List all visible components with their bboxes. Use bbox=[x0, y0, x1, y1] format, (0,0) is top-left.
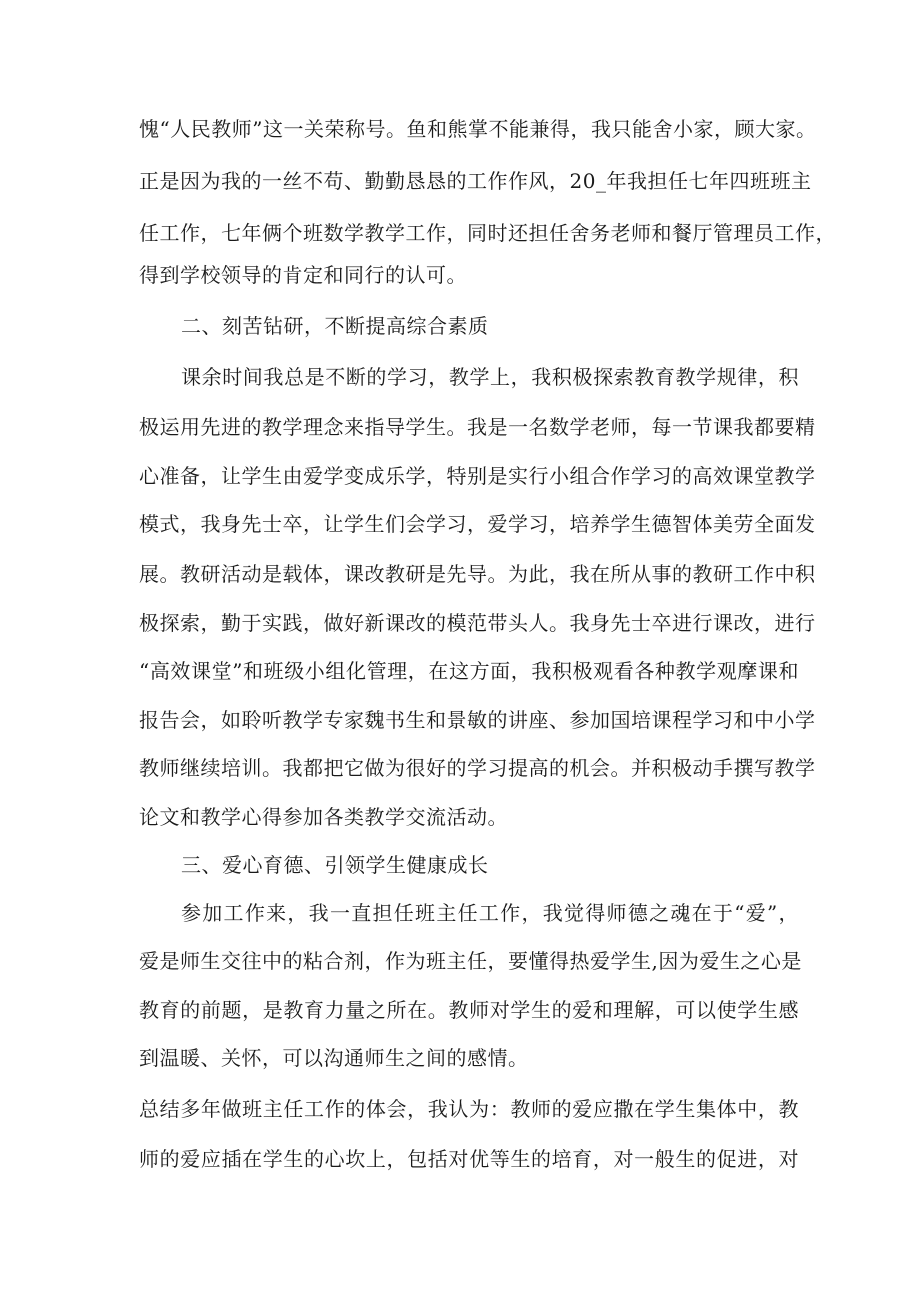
body-line-21: 总结多年做班主任工作的体会，我认为：教师的爱应撒在学生集体中，教 bbox=[139, 1097, 799, 1121]
body-line-2: 正是因为我的一丝不苟、勤勤恳恳的工作作风，20_年我担任七年四班班主 bbox=[139, 169, 812, 193]
body-line-18: 爱是师生交往中的粘合剂，作为班主任，要懂得热爱学生,因为爱生之心是 bbox=[139, 949, 802, 973]
section-heading-3: 三、爱心育德、引领学生健康成长 bbox=[181, 853, 489, 877]
body-line-14: 教师继续培训。我都把它做为很好的学习提高的机会。并积极动手撰写教学 bbox=[139, 756, 816, 780]
body-line-4: 得到学校领导的肯定和同行的认可。 bbox=[139, 263, 467, 287]
body-line-1: 愧“人民教师”这一关荣称号。鱼和熊掌不能兼得，我只能舍小家，顾大家。 bbox=[139, 117, 817, 141]
body-line-12: “高效课堂”和班级小组化管理，在这方面，我积极观看各种教学观摩课和 bbox=[139, 659, 799, 683]
body-line-13: 报告会，如聆听教学专家魏书生和景敏的讲座、参加国培课程学习和中小学 bbox=[139, 708, 816, 732]
body-line-22: 师的爱应插在学生的心坎上，包括对优等生的培育，对一般生的促进，对 bbox=[139, 1147, 799, 1171]
section-heading-2: 二、刻苦钻研，不断提高综合素质 bbox=[181, 314, 489, 338]
body-line-15: 论文和教学心得参加各类教学交流活动。 bbox=[139, 805, 508, 829]
body-line-17: 参加工作来，我一直担任班主任工作，我觉得师德之魂在于“爱”， bbox=[181, 901, 799, 925]
body-line-3: 任工作，七年俩个班数学教学工作，同时还担任舍务老师和餐厅管理员工作， bbox=[139, 221, 836, 245]
body-line-9: 模式，我身先士卒，让学生们会学习，爱学习，培养学生德智体美劳全面发 bbox=[139, 512, 816, 536]
body-line-10: 展。教研活动是载体，课改教研是先导。为此，我在所从事的教研工作中积 bbox=[139, 562, 816, 586]
body-line-20: 到温暖、关怀，可以沟通师生之间的感情。 bbox=[139, 1046, 529, 1070]
body-line-7: 极运用先进的教学理念来指导学生。我是一名数学老师，每一节课我都要精 bbox=[139, 415, 816, 439]
body-line-11: 极探索，勤于实践，做好新课改的模范带头人。我身先士卒进行课改，进行 bbox=[139, 611, 816, 635]
body-line-19: 教育的前题，是教育力量之所在。教师对学生的爱和理解，可以使学生感 bbox=[139, 998, 799, 1022]
body-line-8: 心准备，让学生由爱学变成乐学，特别是实行小组合作学习的高效课堂教学 bbox=[139, 464, 816, 488]
body-line-6: 课余时间我总是不断的学习，教学上，我积极探索教育教学规律，积 bbox=[181, 365, 799, 389]
